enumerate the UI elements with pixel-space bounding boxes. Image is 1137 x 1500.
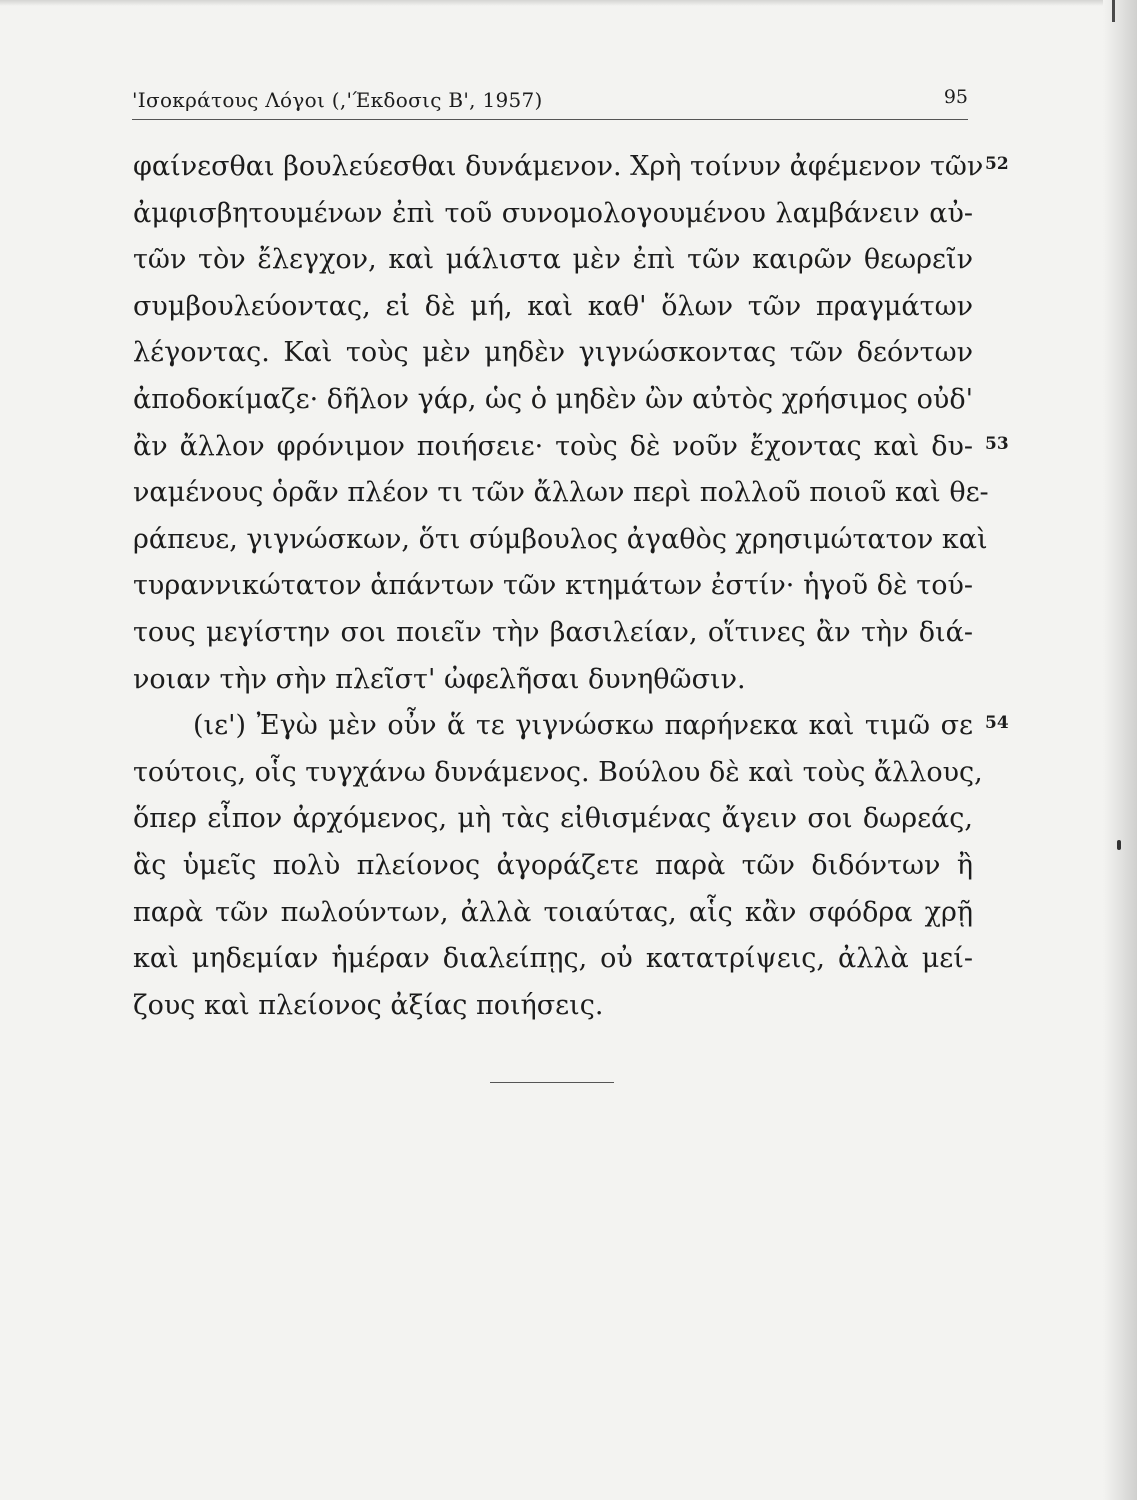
footnote-rule	[490, 1082, 614, 1083]
page-top-edge	[0, 0, 1137, 6]
page-header	[132, 80, 968, 120]
text-line: τυραννικώτατον ἁπάντων τῶν κτημάτων ἐστίν· ἡγοῦ δὲ τού-	[133, 570, 973, 602]
text-line: παρὰ τῶν πωλούντων, ἀλλὰ τοιαύτας, αἷς κἂν σφόδρα χρῇ	[133, 896, 973, 928]
text-line: καὶ μηδεμίαν ἡμέραν διαλείπῃς, οὐ κατατρίψεις, ἀλλὰ μεί-	[133, 943, 973, 975]
section-number-54: 54	[985, 713, 1009, 734]
text-line: ἀμφισβητουμένων ἐπὶ τοῦ συνομολογουμένου λαμβάνειν αὐ-	[133, 197, 973, 229]
page-right-edge	[1103, 0, 1137, 1500]
text-line: ναμένους ὁρᾶν πλέον τι τῶν ἄλλων περὶ πολλοῦ ποιοῦ καὶ θε-	[133, 477, 989, 509]
binding-mark	[1112, 0, 1115, 22]
text-line: λέγοντας. Καὶ τοὺς μὲν μηδὲν γιγνώσκοντας τῶν δεόντων	[133, 337, 973, 369]
text-line: τῶν τὸν ἔλεγχον, καὶ μάλιστα μὲν ἐπὶ τῶν καιρῶν θεωρεῖν	[133, 244, 973, 276]
running-title: 'Ισοκράτους Λόγοι (,'Έκδοσις Β', 1957)	[132, 88, 543, 112]
scan-speck	[1117, 840, 1121, 850]
text-line: ἀποδοκίμαζε· δῆλον γάρ, ὡς ὁ μηδὲν ὢν αὐτὸς χρήσιμος οὐδ'	[133, 383, 973, 415]
text-line: ζους καὶ πλείονος ἀξίας ποιήσεις.	[133, 989, 604, 1021]
text-line: τους μεγίστην σοι ποιεῖν τὴν βασιλείαν, οἵτινες ἂν τὴν διά-	[133, 616, 973, 648]
text-line: ράπευε, γιγνώσκων, ὅτι σύμβουλος ἀγαθὸς χρησιμώτατον καὶ	[133, 523, 988, 555]
text-line: (ιε') Ἐγὼ μὲν οὖν ἅ τε γιγνώσκω παρήνεκα καὶ τιμῶ σε 54	[133, 703, 973, 750]
section-number-53: 53	[985, 433, 1009, 454]
text-line: ἂν ἄλλον φρόνιμον ποιήσειε· τοὺς δὲ νοῦν ἔχοντας καὶ δυ- 53	[133, 424, 973, 471]
text-line: ἃς ὑμεῖς πολὺ πλείονος ἀγοράζετε παρὰ τῶν διδόντων ἢ	[133, 849, 973, 881]
main-text	[133, 144, 1009, 1029]
header-rule	[132, 119, 968, 120]
section-number-52: 52	[985, 154, 1009, 174]
text-line: ὅπερ εἶπον ἀρχόμενος, μὴ τὰς εἰθισμένας ἄγειν σοι δωρεάς,	[133, 803, 973, 835]
page-number: 95	[943, 86, 968, 108]
text-line: φαίνεσθαι βουλεύεσθαι δυνάμενον. Χρὴ τοίνυν ἀφέμενον τῶν 52	[133, 144, 973, 191]
text-line: νοιαν τὴν σὴν πλεῖστ' ὠφελῆσαι δυνηθῶσιν.	[133, 663, 746, 695]
text-line: τούτοις, οἷς τυγχάνω δυνάμενος. Βούλου δὲ καὶ τοὺς ἄλλους,	[133, 756, 983, 788]
text-line: συμβουλεύοντας, εἰ δὲ μή, καὶ καθ' ὅλων τῶν πραγμάτων	[133, 290, 973, 322]
